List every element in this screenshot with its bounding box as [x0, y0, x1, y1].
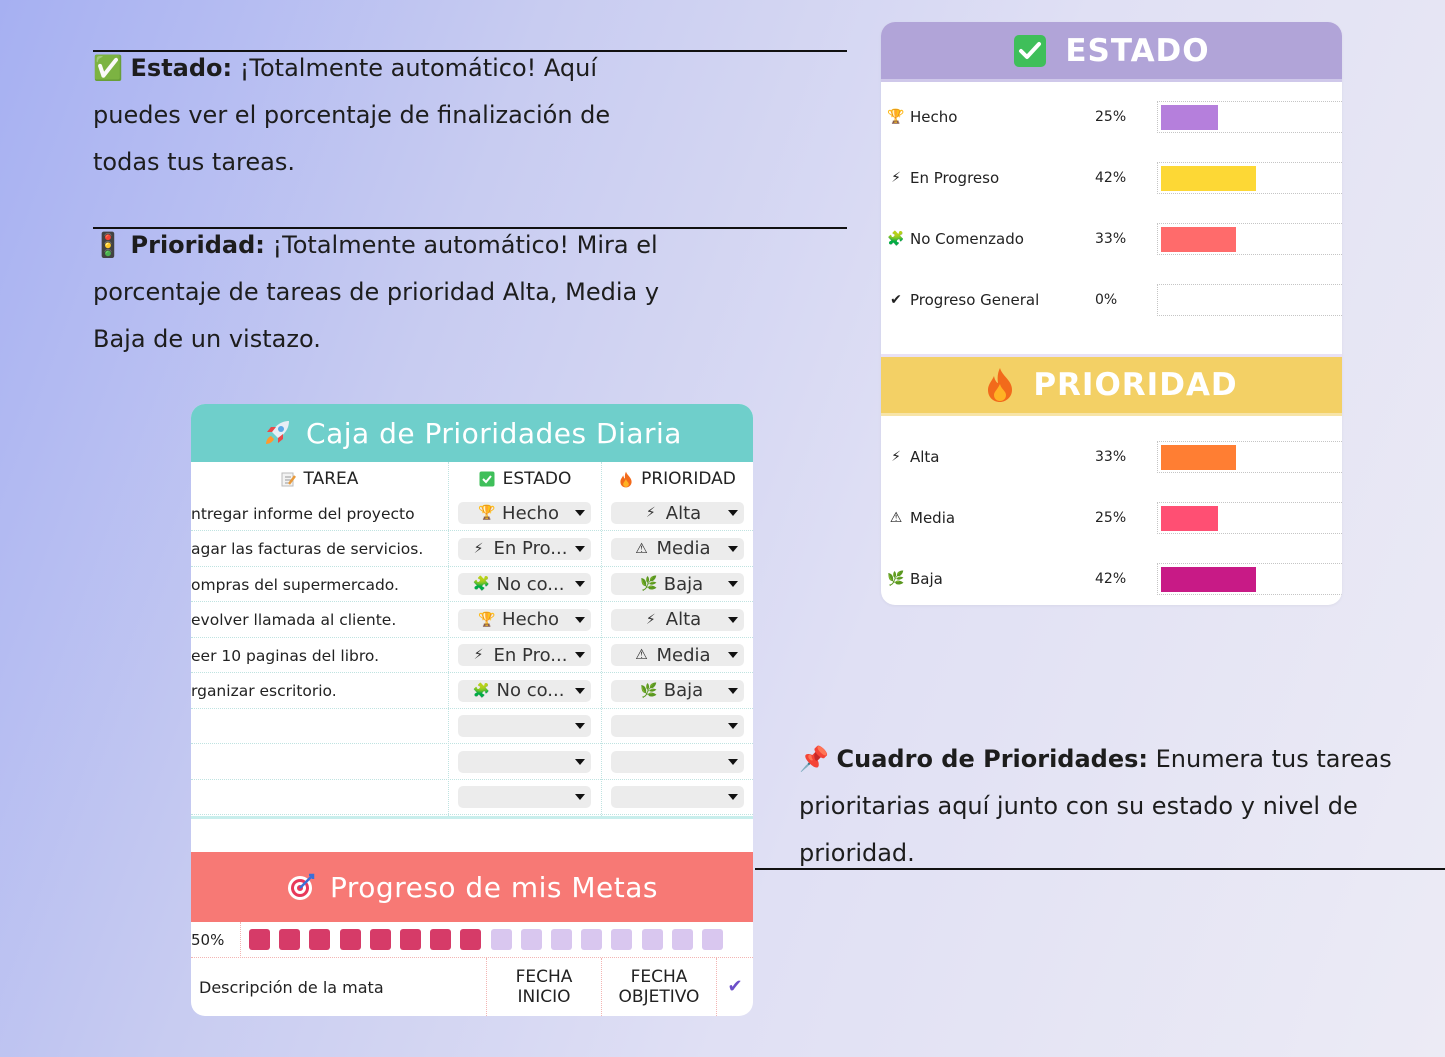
prioridad_panel-percent: 42% [1095, 570, 1127, 587]
metas-columns-row [191, 958, 753, 1016]
estado_panel-bar-track [1157, 284, 1342, 316]
fecha-inicio-label: FECHA INICIO [515, 967, 573, 1007]
estado-option-icon: ⚡ [473, 647, 484, 663]
metas-progress-value: 50% [191, 922, 241, 958]
estado-description [93, 45, 853, 186]
task-text[interactable]: ompras del supermercado. [191, 575, 399, 594]
chevron-down-icon [575, 617, 585, 623]
metas-progress-row [191, 922, 753, 958]
estado-panel-header [881, 22, 1342, 82]
estado-dropdown[interactable] [458, 680, 591, 702]
chevron-down-icon [728, 794, 738, 800]
prioridad_panel-bar-fill [1161, 445, 1236, 470]
estado_panel-row [881, 269, 1342, 330]
progress-square-filled [430, 929, 451, 950]
rocket-icon [262, 418, 292, 448]
chevron-down-icon [728, 581, 738, 587]
fecha-objetivo-header [601, 958, 716, 1016]
cuadro-description-line2: prioritarias aquí junto con su estado y nivel de [799, 792, 1358, 820]
estado_panel-bar-track [1157, 162, 1342, 194]
task-text[interactable]: eer 10 paginas del libro. [191, 646, 380, 665]
fire-icon [619, 471, 633, 488]
estado_panel-percent: 25% [1095, 108, 1127, 125]
task-text[interactable]: agar las facturas de servicios. [191, 540, 424, 558]
prioridad-description-line2: porcentaje de tareas de prioridad Alta, Media y [93, 278, 660, 306]
estado_panel-label-text: Hecho [910, 107, 958, 126]
task-row [191, 532, 753, 567]
estado_panel-row [881, 208, 1342, 269]
estado-dropdown[interactable] [458, 751, 591, 773]
metas-header [191, 852, 753, 922]
estado_panel-row-icon: 🧩 [887, 230, 905, 247]
prioridad_panel-label-text: Baja [910, 569, 943, 588]
prioridad_panel-percent: 25% [1095, 509, 1127, 526]
estado_panel-bar-track [1157, 101, 1342, 133]
estado_panel-percent: 0% [1095, 291, 1118, 308]
fecha-inicio-header [486, 958, 601, 1016]
prioridad-dropdown-value: Baja [663, 573, 704, 595]
prioridad-rows [881, 416, 1342, 605]
memo-icon [280, 471, 296, 487]
chevron-down-icon [575, 581, 585, 587]
metas-title: Progreso de mis Metas [330, 870, 658, 904]
progress-square-empty [581, 929, 602, 950]
prioridad-dropdown-value: Media [656, 538, 711, 559]
progress-square-empty [702, 929, 723, 950]
prioridad-dropdown[interactable] [611, 502, 744, 524]
estado-dropdown[interactable] [458, 715, 591, 737]
estado_panel-row [881, 86, 1342, 147]
prioridad-description-text: ¡Totalmente automático! Mira el [264, 231, 658, 259]
estado_panel-row-icon: 🏆 [887, 108, 905, 125]
progress-square-filled [460, 929, 481, 950]
task-row [191, 567, 753, 602]
estado_panel-percent: 42% [1095, 169, 1127, 186]
status-priority-panel [881, 22, 1342, 605]
estado_panel-label [887, 147, 999, 208]
chevron-down-icon [728, 759, 738, 765]
traffic-light-icon: 🚦 [93, 231, 123, 259]
estado_panel-row [881, 147, 1342, 208]
prioridad-option-icon: ⚡ [645, 505, 656, 521]
chevron-down-icon [728, 510, 738, 516]
col-prioridad [602, 462, 753, 496]
estado-option-icon: 🧩 [472, 682, 491, 699]
estado-dropdown-value: No co... [496, 573, 565, 595]
prioridad_panel-bar-fill [1161, 567, 1256, 592]
estado-description-title: Estado: [130, 54, 233, 82]
task-row [191, 709, 753, 744]
estado-dropdown[interactable] [458, 573, 591, 595]
prioridad_panel-row [881, 426, 1342, 487]
prioridad-dropdown[interactable] [611, 573, 744, 595]
estado-dropdown-value: Hecho [502, 609, 559, 630]
caja-bottom-border [191, 816, 753, 819]
prioridad-option-icon: 🌿 [640, 576, 658, 592]
estado_panel-percent: 33% [1095, 230, 1127, 247]
chevron-down-icon [575, 546, 585, 552]
estado_panel-row-icon: ✔ [890, 291, 902, 308]
chevron-down-icon [575, 759, 585, 765]
daily-priority-box [191, 404, 753, 1016]
prioridad-panel-title: PRIORIDAD [1033, 367, 1238, 403]
prioridad-dropdown-value: Baja [663, 680, 704, 701]
prioridad-description-title: Prioridad: [130, 231, 265, 259]
prioridad_panel-bar-fill [1161, 506, 1218, 531]
col-estado [449, 462, 601, 496]
estado-panel-title: ESTADO [1065, 32, 1210, 69]
prioridad-dropdown-value: Alta [665, 609, 702, 630]
meta-check-column[interactable] [716, 958, 753, 1016]
estado-dropdown-value: No co... [496, 680, 565, 701]
chevron-down-icon [728, 723, 738, 729]
chevron-down-icon [575, 688, 585, 694]
chevron-down-icon [728, 688, 738, 694]
task-row [191, 745, 753, 780]
prioridad_panel-row-icon: ⚠ [889, 509, 903, 526]
meta-description-label: Descripción de la mata [199, 977, 384, 997]
check-box-icon [1013, 34, 1047, 68]
estado_panel-row-icon: ⚡ [891, 169, 901, 186]
prioridad_panel-row-icon: ⚡ [891, 448, 901, 465]
chevron-down-icon [728, 617, 738, 623]
prioridad_panel-row-icon: 🌿 [887, 570, 905, 587]
col-tarea-label: TAREA [303, 469, 359, 489]
prioridad-option-icon: 🌿 [640, 682, 658, 699]
estado-dropdown[interactable] [458, 609, 591, 631]
progress-square-empty [672, 929, 693, 950]
progress-square-filled [249, 929, 270, 950]
task-row [191, 780, 753, 815]
target-icon [286, 872, 316, 902]
caja-title: Caja de Prioridades Diaria [306, 416, 682, 450]
check-icon: ✔ [727, 976, 743, 997]
prioridad_panel-label [887, 426, 940, 487]
divider-cuadro [755, 868, 1445, 870]
progress-square-filled [370, 929, 391, 950]
prioridad-description [93, 222, 853, 363]
task-row [191, 603, 753, 638]
estado_panel-label [887, 208, 1024, 269]
chevron-down-icon [575, 652, 585, 658]
prioridad-dropdown[interactable] [611, 715, 744, 737]
check-box-icon [479, 471, 495, 487]
estado-rows [881, 82, 1342, 354]
estado-dropdown[interactable] [458, 538, 591, 560]
estado_panel-label-text: Progreso General [910, 290, 1040, 309]
task-text[interactable]: evolver llamada al cliente. [191, 611, 397, 629]
prioridad-dropdown[interactable] [611, 786, 744, 808]
estado-description-text: ¡Totalmente automático! Aquí [232, 54, 598, 82]
prioridad-option-icon: ⚡ [645, 611, 656, 628]
prioridad-option-icon: ⚠ [635, 540, 648, 557]
estado-option-icon: 🏆 [478, 505, 496, 521]
task-text[interactable]: rganizar escritorio. [191, 682, 337, 700]
estado-option-icon: 🧩 [472, 576, 491, 592]
estado_panel-label-text: No Comenzado [910, 229, 1024, 248]
estado-description-line2: puedes ver el porcentaje de finalización de [93, 101, 611, 129]
estado_panel-label-text: En Progreso [910, 168, 1000, 187]
progress-square-filled [279, 929, 300, 950]
estado_panel-label [887, 269, 1039, 330]
estado-dropdown[interactable] [458, 644, 591, 666]
chevron-down-icon [728, 652, 738, 658]
prioridad_panel-bar-track [1157, 441, 1342, 473]
prioridad_panel-label [887, 548, 943, 605]
estado-option-icon: ⚡ [473, 540, 484, 557]
task-text[interactable] [191, 709, 447, 744]
prioridad-dropdown-value: Media [656, 644, 711, 666]
prioridad_panel-row [881, 548, 1342, 605]
prioridad-dropdown[interactable] [611, 538, 744, 560]
prioridad_panel-label-text: Media [910, 508, 956, 527]
prioridad-dropdown[interactable] [611, 609, 744, 631]
col-tarea [191, 462, 447, 496]
progress-square-empty [521, 929, 542, 950]
prioridad_panel-label-text: Alta [910, 447, 940, 466]
task-text[interactable] [191, 780, 447, 815]
caja-header [191, 404, 753, 462]
prioridad_panel-row [881, 487, 1342, 548]
prioridad-dropdown[interactable] [611, 680, 744, 702]
prioridad-dropdown[interactable] [611, 751, 744, 773]
fecha-objetivo-label: FECHA OBJETIVO [618, 967, 700, 1007]
progress-square-empty [551, 929, 572, 950]
prioridad_panel-bar-track [1157, 502, 1342, 534]
caja-column-headers [191, 462, 753, 496]
estado-description-line3: todas tus tareas. [93, 148, 295, 176]
task-row [191, 674, 753, 709]
fire-icon [985, 367, 1015, 403]
prioridad-dropdown-value: Alta [665, 502, 702, 524]
prioridad_panel-bar-track [1157, 563, 1342, 595]
estado-option-icon: 🏆 [478, 611, 496, 628]
prioridad-description-line3: Baja de un vistazo. [93, 325, 321, 353]
progress-square-empty [491, 929, 512, 950]
task-text[interactable] [191, 745, 447, 780]
cuadro-description-text: Enumera tus tareas [1148, 745, 1392, 773]
estado_panel-bar-fill [1161, 227, 1236, 252]
estado_panel-bar-fill [1161, 166, 1256, 191]
estado-dropdown-value: En Pro... [493, 538, 568, 559]
col-estado-label: ESTADO [502, 469, 572, 489]
progress-square-filled [340, 929, 361, 950]
chevron-down-icon [728, 546, 738, 552]
task-text[interactable]: ntregar informe del proyecto [191, 504, 415, 523]
progress-square-empty [642, 929, 663, 950]
prioridad_panel-label [887, 487, 955, 548]
prioridad-dropdown[interactable] [611, 644, 744, 666]
cuadro-description-title: Cuadro de Prioridades: [836, 745, 1149, 773]
estado-dropdown[interactable] [458, 786, 591, 808]
task-row [191, 638, 753, 673]
estado_panel-label [887, 86, 957, 147]
estado-dropdown[interactable] [458, 502, 591, 524]
progress-square-filled [400, 929, 421, 950]
task-row [191, 496, 753, 531]
progress-square-filled [309, 929, 330, 950]
chevron-down-icon [575, 510, 585, 516]
chevron-down-icon [575, 794, 585, 800]
progress-square-empty [611, 929, 632, 950]
pushpin-icon: 📌 [799, 745, 829, 773]
prioridad-option-icon: ⚠ [635, 647, 648, 663]
estado-dropdown-value: En Pro... [493, 644, 568, 666]
chevron-down-icon [575, 723, 585, 729]
prioridad-panel-header [881, 354, 1342, 416]
col-prioridad-label: PRIORIDAD [641, 469, 736, 489]
cuadro-description [799, 736, 1439, 877]
estado_panel-bar-track [1157, 223, 1342, 255]
cuadro-description-line3: prioridad. [799, 839, 915, 867]
estado-dropdown-value: Hecho [502, 502, 559, 524]
estado_panel-bar-fill [1161, 105, 1218, 130]
check-mark-icon: ✅ [93, 54, 123, 82]
prioridad_panel-percent: 33% [1095, 448, 1127, 465]
